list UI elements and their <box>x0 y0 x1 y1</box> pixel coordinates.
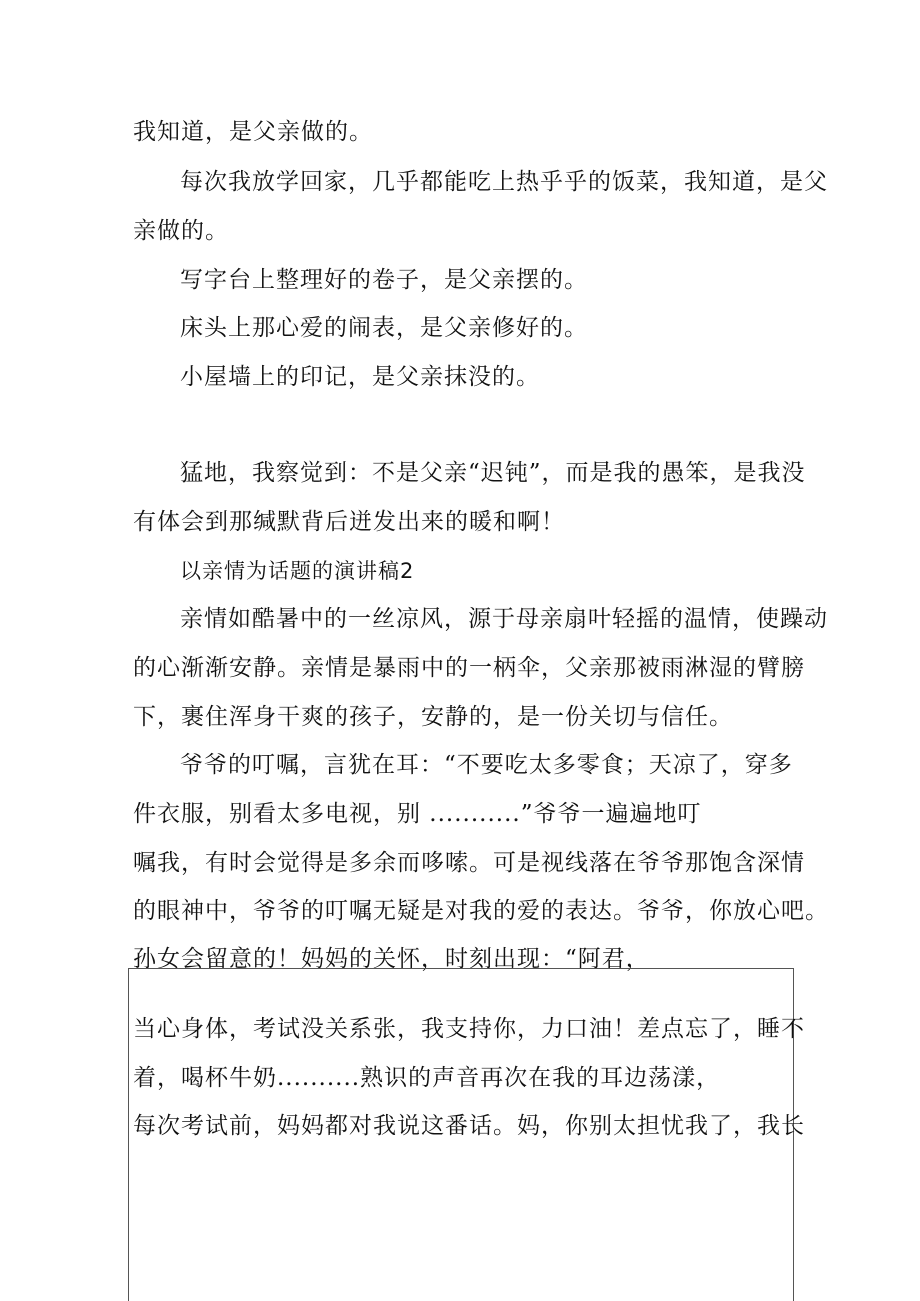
paragraph-line: 每次我放学回家，几乎都能吃上热乎乎的饭菜，我知道，是父 <box>180 169 828 195</box>
paragraph-line: 件衣服，别看太多电视，别 ...........”爷爷一遍遍地叮 <box>133 801 702 827</box>
paragraph-line: 的眼神中，爷爷的叮嘱无疑是对我的爱的表达。爷爷，你放心吧。 <box>133 898 829 924</box>
paragraph-line: 下，裹住浑身干爽的孩子，安静的，是一份关切与信任。 <box>133 704 733 730</box>
paragraph-line: 猛地，我察觉到：不是父亲“迟钝”，而是我的愚笨，是我没 <box>180 460 806 486</box>
paragraph-line: 有体会到那缄默背后迸发出来的暖和啊！ <box>133 509 565 535</box>
boxed-line: 着，喝杯牛奶..........熟识的声音再次在我的耳边荡漾， <box>133 1065 721 1091</box>
boxed-line: 当心身体，考试没关系张，我支持你，力口油！差点忘了，睡不 <box>133 1016 805 1042</box>
paragraph-line: 亲做的。 <box>133 218 229 244</box>
boxed-line: 每次考试前，妈妈都对我说这番话。妈，你别太担忧我了，我长 <box>133 1113 805 1139</box>
paragraph-line: 的心渐渐安静。亲情是暴雨中的一柄伞，父亲那被雨淋湿的臂膀 <box>133 655 805 681</box>
paragraph-line: 我知道，是父亲做的。 <box>133 119 373 145</box>
paragraph-line: 孙女会留意的！妈妈的关怀，时刻出现：“阿君， <box>133 946 650 972</box>
paragraph-line: 写字台上整理好的卷子，是父亲摆的。 <box>180 267 588 293</box>
paragraph-line: 爷爷的叮嘱，言犹在耳：“不要吃太多零食；天凉了，穿多 <box>180 752 793 778</box>
paragraph-line: 床头上那心爱的闹表，是父亲修好的。 <box>180 315 588 341</box>
paragraph-line: 嘱我，有时会觉得是多余而哆嗦。可是视线落在爷爷那饱含深情 <box>133 850 805 876</box>
section-heading: 以亲情为话题的演讲稿2 <box>180 559 415 583</box>
paragraph-line: 小屋墙上的印记，是父亲抹没的。 <box>180 364 540 390</box>
paragraph-line: 亲情如酷暑中的一丝凉风，源于母亲扇叶轻摇的温情，使躁动 <box>180 606 828 632</box>
